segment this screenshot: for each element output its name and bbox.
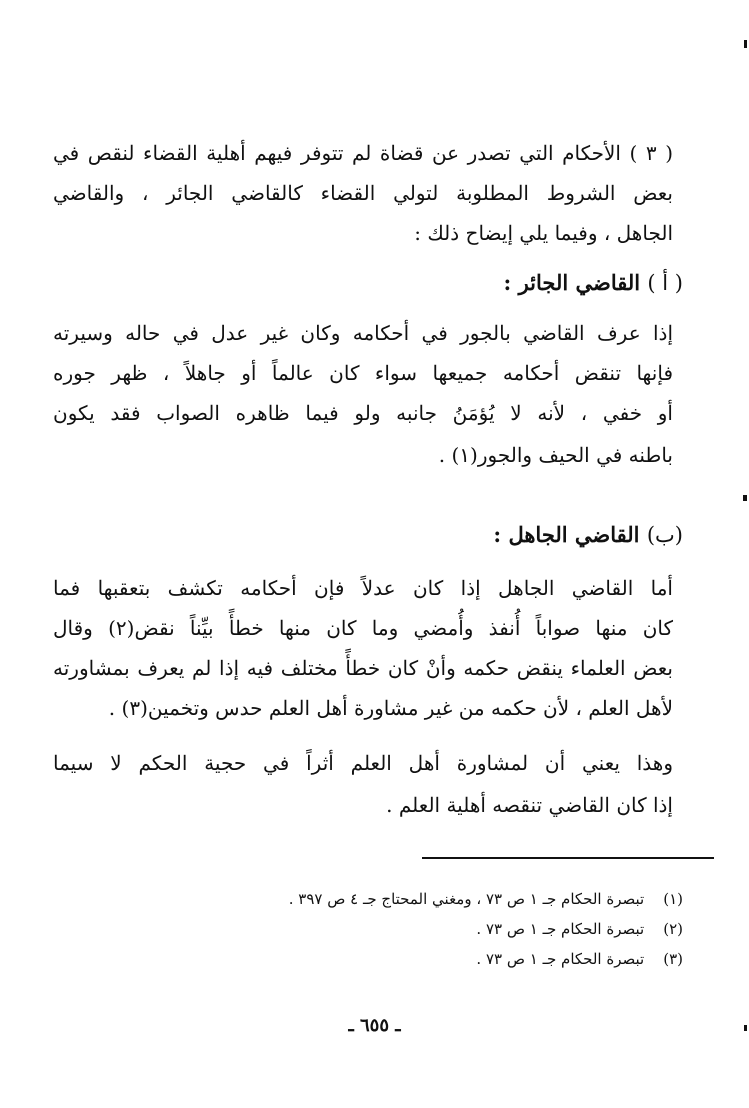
section-a-line-3: أو خفي ، لأنه لا يُؤمَنُ جانبه ولو فيما ظاهره الصواب فقد يكون	[53, 401, 673, 425]
footnote-1-text: تبصرة الحكام جـ ١ ص ٧٣ ، ومغني المحتاج جـ ٤ ص ٣٩٧ .	[288, 890, 645, 908]
footnote-1-number: (١)	[663, 890, 683, 908]
footnote-3-number: (٣)	[663, 950, 683, 968]
scan-edge-mark	[744, 40, 747, 48]
section-b-para2-line-1: وهذا يعني أن لمشاورة أهل العلم أثراً في حجية الحكم لا سيما	[53, 751, 673, 775]
heading-a	[504, 268, 683, 298]
section-b-line-1: أما القاضي الجاهل إذا كان عدلاً فإن أحكامه تكشف بتعقبها فما	[53, 576, 673, 600]
heading-b-marker: (ب)	[646, 523, 683, 547]
section3-line-2: بعض الشروط المطلوبة لتولي القضاء كالقاضي الجائر ، والقاضي	[53, 181, 673, 205]
section-b-line-3: بعض العلماء ينقض حكمه وأنْ كان خطأً مختلف فيه إذا لم يعرف بمشاورته	[53, 656, 673, 680]
heading-a-title: القاضي الجائر :	[503, 270, 641, 295]
section3-marker: ( ٣ )	[629, 141, 674, 165]
footnote-3	[476, 948, 683, 970]
footnote-1	[289, 888, 683, 910]
section-b-line-2: كان منها صواباً أُنفذ وأُمضي وما كان منها خطأً بيِّناً نقض(٢) وقال	[53, 616, 673, 640]
footnote-2-text: تبصرة الحكام جـ ١ ص ٧٣ .	[476, 920, 645, 938]
section-b-line-4: لأهل العلم ، لأن حكمه من غير مشاورة أهل العلم حدس وتخمين(٣) .	[108, 696, 673, 720]
heading-b-title: القاضي الجاهل :	[493, 522, 640, 547]
section-b-para2-line-2: إذا كان القاضي تنقصه أهلية العلم .	[386, 793, 673, 817]
footnote-2	[476, 918, 683, 940]
footnote-2-number: (٢)	[663, 920, 683, 938]
page-number: ـ ٦٥٥ ـ	[348, 1015, 401, 1036]
heading-b	[493, 520, 683, 550]
scan-edge-mark	[744, 1025, 747, 1031]
section-a-line-4: باطنه في الحيف والجور(١) .	[438, 443, 673, 467]
scan-edge-mark	[743, 495, 747, 501]
section-a-line-1: إذا عرف القاضي بالجور في أحكامه وكان غير عدل في حاله وسيرته	[53, 321, 673, 345]
section3-line-3: الجاهل ، وفيما يلي إيضاح ذلك :	[414, 221, 673, 245]
section-a-line-2: فإنها تنقض أحكامه جميعها سواء كان عالماً أو جاهلاً ، ظهر جوره	[53, 361, 673, 385]
section3-line-1-text: الأحكام التي تصدر عن قضاة لم تتوفر فيهم أهلية القضاء لنقص في	[53, 141, 621, 165]
section3-line-1	[53, 138, 673, 168]
footnote-3-text: تبصرة الحكام جـ ١ ص ٧٣ .	[476, 950, 645, 968]
footnote-separator	[422, 857, 714, 859]
heading-a-marker: ( أ )	[647, 271, 683, 295]
